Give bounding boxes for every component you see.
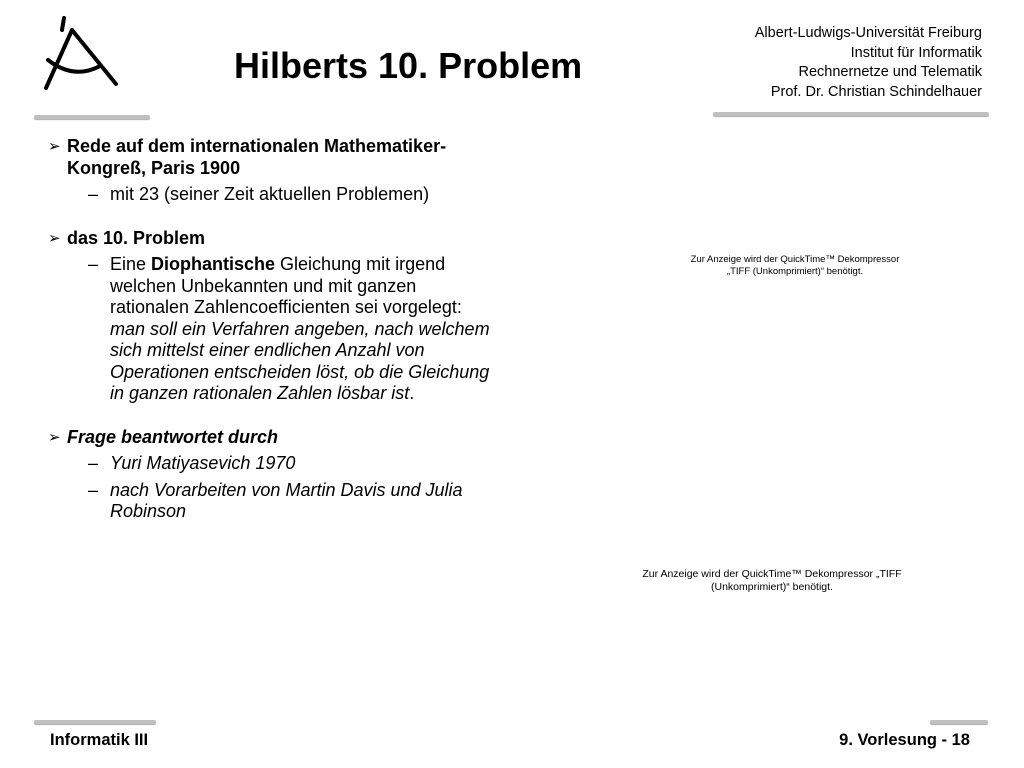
slide-body xyxy=(48,136,518,523)
sub-item xyxy=(48,254,490,405)
sub-item xyxy=(48,184,518,206)
bullet-text: Frage beantwortet durch xyxy=(67,426,279,447)
header-line: Institut für Informatik xyxy=(850,44,982,61)
header-line: Prof. Dr. Christian Schindelhauer xyxy=(770,83,982,100)
arrow-bullet-icon: ➢ xyxy=(48,428,61,446)
divider xyxy=(713,112,989,116)
sub-text-mid: Gleichung mit irgend welchen Unbekannten und mit ganzen rationalen Zahlencoefficienten sei vorgelegt: xyxy=(110,254,462,317)
divider xyxy=(34,720,156,724)
bullet-item xyxy=(48,136,518,179)
divider xyxy=(34,115,150,119)
arrow-bullet-icon: ➢ xyxy=(48,229,61,247)
footer-course: Informatik III xyxy=(50,731,149,749)
dash-marker: – xyxy=(88,453,99,473)
image-placeholder-text: Zur Anzeige wird der QuickTime™ Dekompressor „TIFF (Unkomprimiert)“ benötigt. xyxy=(642,568,902,593)
institution-header xyxy=(755,24,982,102)
sub-text: nach Vorarbeiten von Martin Davis und Julia Robinson xyxy=(110,479,463,521)
arrow-bullet-icon: ➢ xyxy=(48,138,61,155)
header-line: Albert-Ludwigs-Universität Freiburg xyxy=(754,25,982,41)
slide-title: Hilberts 10. Problem xyxy=(234,45,583,86)
bullet-item xyxy=(48,427,518,449)
sub-item xyxy=(48,453,518,475)
sub-text-post: . xyxy=(409,383,415,403)
bullet-item xyxy=(48,228,518,250)
sub-text: mit 23 (seiner Zeit aktuellen Problemen) xyxy=(110,184,430,204)
sub-text-pre: Eine xyxy=(110,254,152,274)
dash-marker: – xyxy=(88,479,99,500)
dash-marker: – xyxy=(88,184,99,204)
dash-marker: – xyxy=(88,254,99,274)
sub-text-italic: man soll ein Verfahren angeben, nach welchem sich mittelst einer endlichen Anzahl von Operationen entscheiden löst, ob die Gleichung in ganzen rationalen Zahlen lösbar ist xyxy=(110,318,490,403)
bullet-text: das 10. Problem xyxy=(67,227,206,248)
footer-slide-number: 9. Vorlesung - 18 xyxy=(839,731,970,749)
sub-text: Yuri Matiyasevich 1970 xyxy=(110,453,296,473)
bullet-text: Rede auf dem internationalen Mathematiker-Kongreß, Paris 1900 xyxy=(67,136,447,178)
university-logo-icon xyxy=(34,14,124,94)
image-placeholder-text: Zur Anzeige wird der QuickTime™ Dekompressor „TIFF (Unkomprimiert)“ benötigt. xyxy=(690,254,900,277)
divider xyxy=(930,720,988,724)
sub-text-bold: Diophantische xyxy=(151,254,276,274)
header-line: Rechnernetze und Telematik xyxy=(798,64,982,80)
sub-item xyxy=(48,480,470,523)
